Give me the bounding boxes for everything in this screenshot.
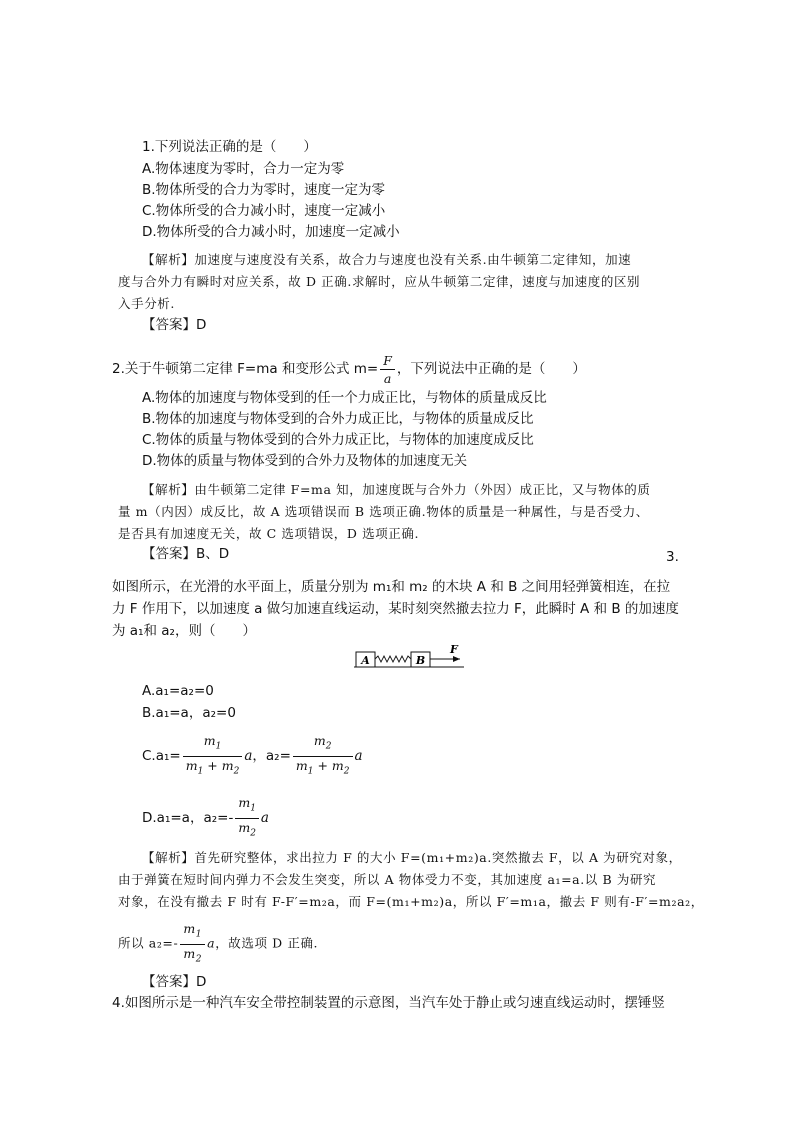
q3-stem-line-2: 力 F 作用下，以加速度 a 做匀加速直线运动，某时刻突然撤去拉力 F，此瞬时 A 和 B 的加速度 [112,601,679,617]
q2-answer: 【答案】B、D [142,546,230,562]
q3-number: 3. [666,549,679,565]
q3-option-d: D.a₁=a，a₂=- $\frac{m_1}{m_2}$ a [142,794,269,842]
q3-option-c-fraction-2: $\frac{m_2}{m_1 + m_2}$ [293,732,353,780]
block-b-label: B [415,654,426,667]
q3-analysis-line-1: 【解析】首先研究整体，求出拉力 F 的大小 F=(m₁+m₂)a.突然撤去 F，以 A 为研究对象， [142,850,682,865]
q1-option-c: C.物体所受的合力减小时，速度一定减小 [142,203,386,219]
q3-option-c: C.a₁= $\frac{m_1}{m_1 + m_2}$ a，a₂= $\frac{m_2}{m_1 + m_2}$ a [142,732,363,780]
q1-option-a: A.物体速度为零时，合力一定为零 [142,161,345,177]
q1-analysis-line-1: 【解析】加速度与速度没有关系，故合力与速度也没有关系.由牛顿第二定律知，加速 [142,252,632,267]
q2-option-c: C.物体的质量与物体受到的合外力成正比，与物体的加速度成反比 [142,432,534,448]
q2-option-b: B.物体的加速度与物体受到的合外力成正比，与物体的质量成反比 [142,411,534,427]
q3-stem-line-3: 为 a₁和 a₂，则（ ） [112,623,256,639]
q3-option-a: A.a₁=a₂=0 [142,683,214,699]
q2-analysis-line-2: 量 m（内因）成反比，故 A 选项错误而 B 选项正确.物体的质量是一种属性，与是否受力、 [118,504,649,519]
q3-option-c-fraction-1: $\frac{m_1}{m_1 + m_2}$ [183,732,243,780]
spring-blocks-figure [352,645,468,671]
q2-fraction-f-over-a: $\frac{F}{a}$ [380,352,395,387]
q2-stem: 2.关于牛顿第二定律 F=ma 和变形公式 m= $\frac{F}{a}$ ，下列说法中正确的是（ ） [112,352,586,386]
q1-analysis-line-3: 入手分析. [118,296,175,311]
q2-analysis-line-1: 【解析】由牛顿第二定律 F=ma 知，加速度既与合外力（外因）成正比，又与物体的质 [142,482,651,497]
q3-option-b: B.a₁=a，a₂=0 [142,705,236,721]
q2-option-d: D.物体的质量与物体受到的合外力及物体的加速度无关 [142,453,468,469]
q2-analysis-line-3: 是否具有加速度无关，故 C 选项错误，D 选项正确. [118,526,420,541]
q4-stem: 4.如图所示是一种汽车安全带控制装置的示意图，当汽车处于静止或匀速直线运动时，摆锤竖 [112,995,665,1011]
q3-answer: 【答案】D [142,974,207,990]
q1-option-d: D.物体所受的合力减小时，加速度一定减小 [142,224,400,240]
q3-analysis-line-2: 由于弹簧在短时间内弹力不会发生突变，所以 A 物体受力不变，其加速度 a₁=a.以 B 为研究 [118,872,657,887]
block-a-label: A [361,654,370,667]
q3-analysis-line-3: 对象，在没有撤去 F 时有 F-F′=m₂a，而 F=(m₁+m₂)a，所以 F′=m₁a，撤去 F 则有-F′=m₂a₂， [118,894,704,909]
force-arrow-head [453,656,460,662]
q3-analysis-line-4: 所以 a₂=- $\frac{m_1}{m_2}$ a，故选项 D 正确. [118,920,318,968]
force-label: F [450,645,458,656]
q1-answer: 【答案】D [142,317,207,333]
q1-stem: 1.下列说法正确的是（ ） [142,139,317,155]
q3-analysis-fraction: $\frac{m_1}{m_2}$ [180,920,205,968]
q3-option-d-fraction: $\frac{m_1}{m_2}$ [235,794,259,842]
spring [375,656,411,662]
q2-option-a: A.物体的加速度与物体受到的任一个力成正比，与物体的质量成反比 [142,390,547,406]
q1-option-b: B.物体所受的合力为零时，速度一定为零 [142,182,386,198]
q3-stem-line-1: 如图所示，在光滑的水平面上，质量分别为 m₁和 m₂ 的木块 A 和 B 之间用轻弹簧相连，在拉 [112,579,671,595]
q1-analysis-line-2: 度与合外力有瞬时对应关系，故 D 正确.求解时，应从牛顿第二定律，速度与加速度的区别 [118,274,641,289]
